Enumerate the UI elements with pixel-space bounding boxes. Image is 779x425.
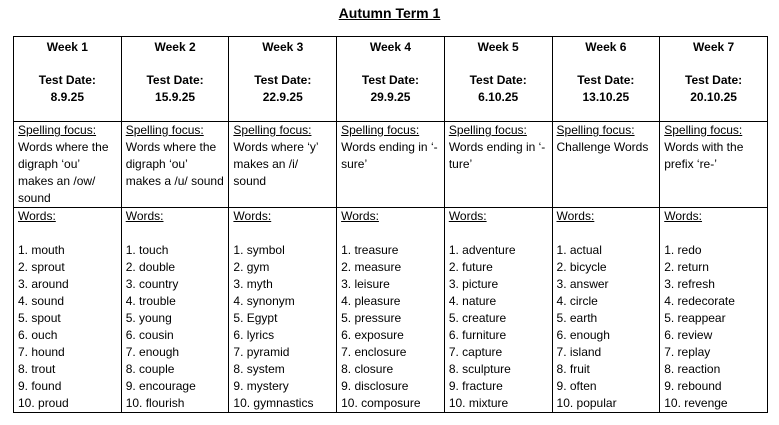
test-date-value: 15.9.25	[155, 90, 196, 104]
words-label: Words:	[341, 209, 379, 223]
word-item: 9. often	[556, 379, 597, 393]
word-item: 9. mystery	[233, 379, 289, 393]
word-list	[664, 242, 763, 412]
words-cell	[14, 208, 122, 413]
word-item: 3. country	[125, 277, 179, 291]
word-item: 2. future	[448, 260, 493, 274]
word-item: 4. trouble	[125, 294, 176, 308]
word-list	[18, 242, 117, 412]
test-date-label: Test Date:	[685, 73, 743, 87]
word-item: 5. Egypt	[233, 311, 278, 325]
word-item: 1. symbol	[233, 243, 285, 257]
word-item: 10. composure	[341, 396, 421, 410]
spelling-focus-text: Words where the digraph ‘ou’ makes an /ow/ sound	[18, 140, 109, 205]
word-item: 5. young	[125, 311, 172, 325]
word-item: 4. redecorate	[664, 294, 735, 308]
words-label: Words:	[125, 209, 164, 223]
word-item: 6. exposure	[341, 328, 404, 342]
word-item: 9. found	[18, 379, 62, 393]
word-list	[233, 242, 332, 412]
test-date-label: Test Date:	[469, 73, 527, 87]
spacer	[233, 225, 332, 242]
word-item: 8. system	[233, 362, 285, 376]
words-cell	[444, 208, 552, 413]
words-label: Words:	[448, 209, 487, 223]
spacer	[126, 225, 225, 242]
word-item: 2. sprout	[18, 260, 65, 274]
word-item: 6. cousin	[125, 328, 174, 342]
spelling-focus-label: Spelling focus:	[556, 123, 635, 137]
test-date-value: 20.10.25	[690, 90, 737, 104]
word-item: 8. closure	[341, 362, 394, 376]
spelling-focus-text: Words where the digraph ‘ou’ makes a /u/ sound	[125, 140, 224, 188]
word-item: 6. lyrics	[233, 328, 275, 342]
spelling-focus-cell	[229, 122, 337, 208]
word-item: 2. double	[125, 260, 176, 274]
word-item: 7. pyramid	[233, 345, 290, 359]
week-header-cell	[444, 37, 552, 122]
week-header-cell	[660, 37, 768, 122]
word-item: 4. circle	[556, 294, 598, 308]
word-item: 9. fracture	[448, 379, 503, 393]
word-item: 8. fruit	[556, 362, 590, 376]
spelling-focus-label: Spelling focus:	[233, 123, 312, 137]
word-item: 4. pleasure	[341, 294, 401, 308]
spelling-focus-cell	[14, 122, 122, 208]
test-date-value: 29.9.25	[370, 90, 411, 104]
spelling-focus-text: Words where ‘y’ makes an /i/ sound	[233, 140, 319, 188]
word-list	[557, 242, 656, 412]
word-item: 6. enough	[556, 328, 610, 342]
word-item: 9. encourage	[125, 379, 196, 393]
word-item: 1. treasure	[341, 243, 399, 257]
week-label: Week 4	[369, 40, 412, 54]
week-label: Week 6	[585, 40, 627, 54]
spelling-focus-label: Spelling focus:	[18, 123, 97, 137]
week-label: Week 5	[477, 40, 519, 54]
test-date-value: 22.9.25	[262, 90, 303, 104]
word-item: 4. nature	[448, 294, 497, 308]
word-item: 3. leisure	[341, 277, 390, 291]
word-item: 10. flourish	[125, 396, 185, 410]
spelling-focus-label: Spelling focus:	[341, 123, 420, 137]
spelling-focus-cell	[660, 122, 768, 208]
word-item: 1. adventure	[448, 243, 516, 257]
word-item: 8. sculpture	[448, 362, 511, 376]
word-item: 3. picture	[448, 277, 499, 291]
word-item: 8. reaction	[664, 362, 721, 376]
word-item: 3. refresh	[664, 277, 715, 291]
words-label: Words:	[556, 209, 595, 223]
spelling-focus-text: Challenge Words	[556, 140, 649, 154]
spelling-focus-label: Spelling focus:	[664, 123, 743, 137]
words-cell	[229, 208, 337, 413]
word-item: 6. review	[664, 328, 713, 342]
word-item: 9. rebound	[664, 379, 722, 393]
word-item: 3. around	[18, 277, 69, 291]
week-header-cell	[121, 37, 229, 122]
focus-row	[14, 122, 768, 208]
word-item: 5. creature	[448, 311, 507, 325]
week-label: Week 7	[693, 40, 735, 54]
word-item: 2. measure	[341, 260, 402, 274]
spelling-focus-label: Spelling focus:	[448, 123, 527, 137]
word-item: 2. gym	[233, 260, 270, 274]
word-item: 2. bicycle	[556, 260, 607, 274]
word-item: 10. gymnastics	[233, 396, 314, 410]
word-item: 6. furniture	[448, 328, 507, 342]
test-date-label: Test Date:	[577, 73, 635, 87]
word-item: 10. revenge	[664, 396, 728, 410]
spelling-focus-cell	[337, 122, 445, 208]
word-item: 5. pressure	[341, 311, 402, 325]
week-label: Week 3	[262, 40, 304, 54]
week-header-cell	[337, 37, 445, 122]
word-item: 7. island	[556, 345, 602, 359]
test-date-label: Test Date:	[38, 73, 96, 87]
word-list	[341, 242, 440, 412]
word-item: 6. ouch	[18, 328, 58, 342]
word-item: 7. hound	[18, 345, 65, 359]
test-date-value: 6.10.25	[478, 90, 519, 104]
word-item: 5. earth	[556, 311, 598, 325]
word-item: 3. myth	[233, 277, 273, 291]
word-item: 1. actual	[556, 243, 602, 257]
spelling-focus-text: Words ending in ‘-ture’	[448, 140, 546, 171]
test-date-label: Test Date:	[361, 73, 420, 87]
words-label: Words:	[18, 209, 56, 223]
spacer	[341, 225, 440, 242]
words-label: Words:	[233, 209, 272, 223]
word-item: 8. couple	[125, 362, 175, 376]
test-date-label: Test Date:	[146, 73, 204, 87]
page-title: Autumn Term 1	[338, 5, 441, 21]
spacer	[664, 225, 763, 242]
spelling-table	[13, 36, 768, 413]
word-item: 7. capture	[448, 345, 503, 359]
week-header-cell	[229, 37, 337, 122]
test-date-value: 8.9.25	[50, 90, 85, 104]
spelling-focus-text: Words ending in ‘-sure’	[341, 140, 438, 171]
word-item: 7. replay	[664, 345, 711, 359]
words-cell	[552, 208, 660, 413]
spelling-focus-cell	[552, 122, 660, 208]
spacer	[449, 225, 548, 242]
spacer	[557, 225, 656, 242]
word-item: 1. touch	[125, 243, 169, 257]
word-item: 10. proud	[18, 396, 69, 410]
week-header-cell	[552, 37, 660, 122]
word-item: 10. popular	[556, 396, 617, 410]
word-item: 9. disclosure	[341, 379, 409, 393]
spelling-focus-cell	[121, 122, 229, 208]
word-item: 1. redo	[664, 243, 702, 257]
week-label: Week 2	[154, 40, 196, 54]
word-item: 7. enough	[125, 345, 180, 359]
words-cell	[660, 208, 768, 413]
words-label: Words:	[664, 209, 703, 223]
word-item: 3. answer	[556, 277, 609, 291]
spacer	[18, 225, 117, 242]
spelling-focus-cell	[444, 122, 552, 208]
spelling-focus-label: Spelling focus:	[125, 123, 204, 137]
word-item: 5. spout	[18, 311, 61, 325]
word-item: 10. mixture	[448, 396, 509, 410]
week-header-cell	[14, 37, 122, 122]
test-date-label: Test Date:	[254, 73, 312, 87]
test-date-value: 13.10.25	[582, 90, 630, 104]
word-list	[449, 242, 548, 412]
word-item: 4. sound	[18, 294, 65, 308]
word-list	[126, 242, 225, 412]
words-row	[14, 208, 768, 413]
word-item: 7. enclosure	[341, 345, 407, 359]
week-label: Week 1	[46, 40, 88, 54]
spelling-focus-text: Words with the prefix ‘re-’	[664, 140, 744, 171]
word-item: 5. reappear	[664, 311, 726, 325]
header-row	[14, 37, 768, 122]
words-cell	[121, 208, 229, 413]
word-item: 8. trout	[18, 362, 56, 376]
word-item: 1. mouth	[18, 243, 65, 257]
word-item: 2. return	[664, 260, 709, 274]
words-cell	[337, 208, 445, 413]
word-item: 4. synonym	[233, 294, 295, 308]
